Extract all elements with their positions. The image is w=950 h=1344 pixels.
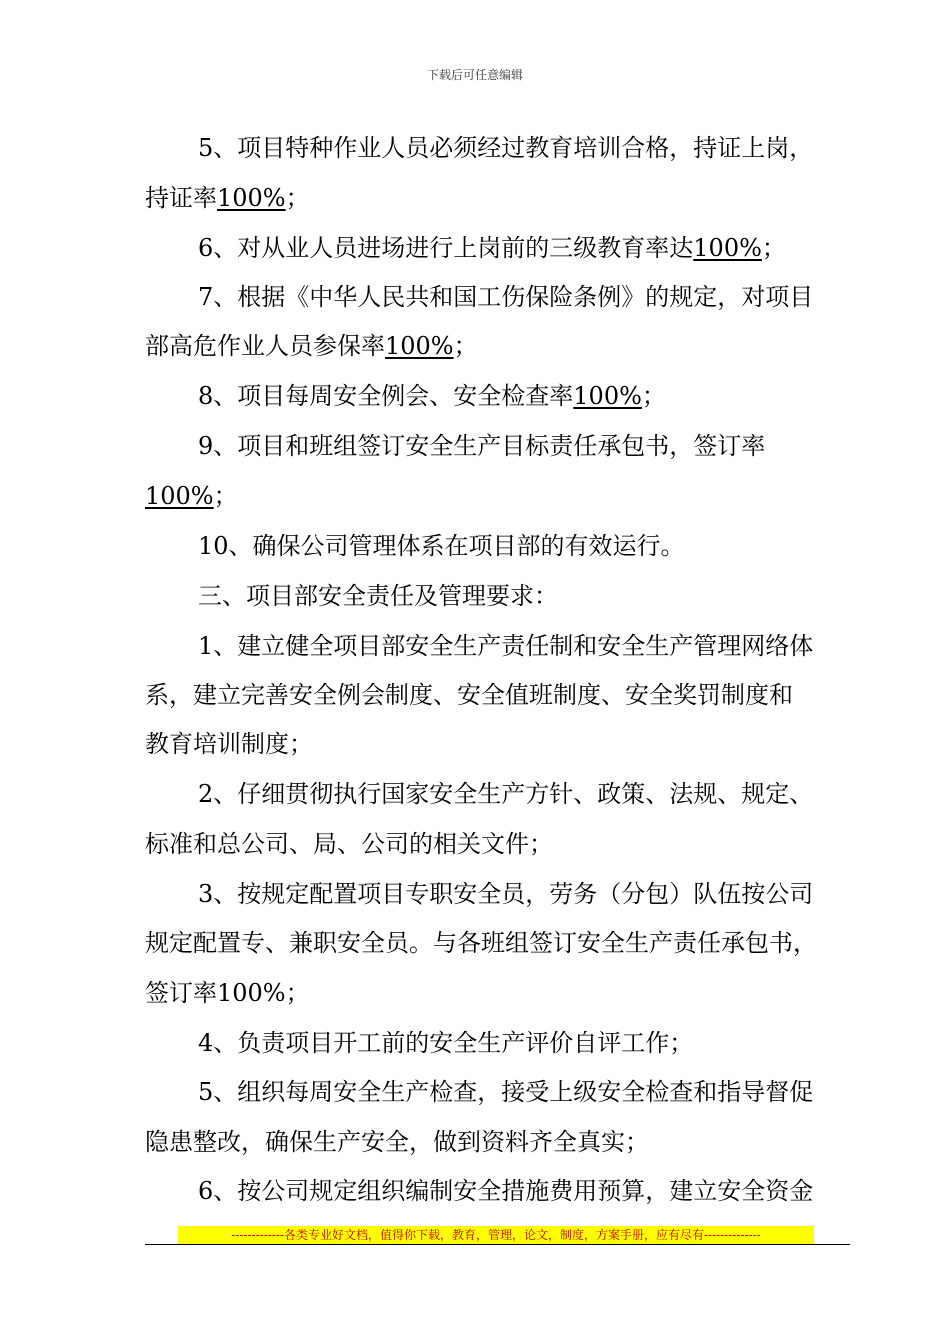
text-line: 规定配置专、兼职安全员。与各班组签订安全生产责任承包书， [145,929,817,957]
text-line: 4、负责项目开工前的安全生产评价自评工作； [198,1029,694,1057]
text-line: 教育培训制度； [145,730,313,758]
text-line: 隐患整改，确保生产安全，做到资料齐全真实； [145,1128,649,1156]
text-line: 5、组织每周安全生产检查，接受上级安全检查和指导督促 [198,1078,814,1106]
section-heading: 三、项目部安全责任及管理要求： [198,582,558,610]
text-line: 7、根据《中华人民共和国工伤保险条例》的规定，对项目 [198,283,814,311]
text-line: 5、项目特种作业人员必须经过教育培训合格，持证上岗， [198,134,814,162]
text-line: 10、确保公司管理体系在项目部的有效运行。 [198,532,685,560]
footer-divider [145,1244,850,1245]
page-header: 下载后可任意编辑 [426,68,523,82]
text-line: 8、项目每周安全例会、安全检查率100%； [198,382,666,410]
text-line: 系，建立完善安全例会制度、安全值班制度、安全奖罚制度和 [145,681,793,709]
text-line: 2、仔细贯彻执行国家安全生产方针、政策、法规、规定、 [198,780,814,808]
text-line: 3、按规定配置项目专职安全员，劳务（分包）队伍按公司 [198,880,814,908]
text-line: 标准和总公司、局、公司的相关文件； [145,830,553,858]
text-line: 100%； [145,482,238,510]
text-line: 部高危作业人员参保率100%； [145,332,478,360]
underlined-percent: 100% [217,184,286,212]
text-line: 签订率100%； [145,979,310,1007]
underlined-percent: 100% [145,482,214,510]
underlined-percent: 100% [385,332,454,360]
footer-banner: -------------各类专业好文档，值得你下载，教育，管理，论文，制度，方案手册，应有尽有-------------- [178,1226,814,1244]
underlined-percent: 100% [693,234,762,262]
text-line: 6、按公司规定组织编制安全措施费用预算，建立安全资金 [198,1177,814,1205]
text-line: 持证率100%； [145,184,310,212]
underlined-percent: 100% [573,382,642,410]
text-line: 1、建立健全项目部安全生产责任制和安全生产管理网络体 [198,632,814,660]
text-line: 9、项目和班组签订安全生产目标责任承包书，签订率 [198,432,766,460]
text-line: 6、对从业人员进场进行上岗前的三级教育率达100%； [198,234,786,262]
